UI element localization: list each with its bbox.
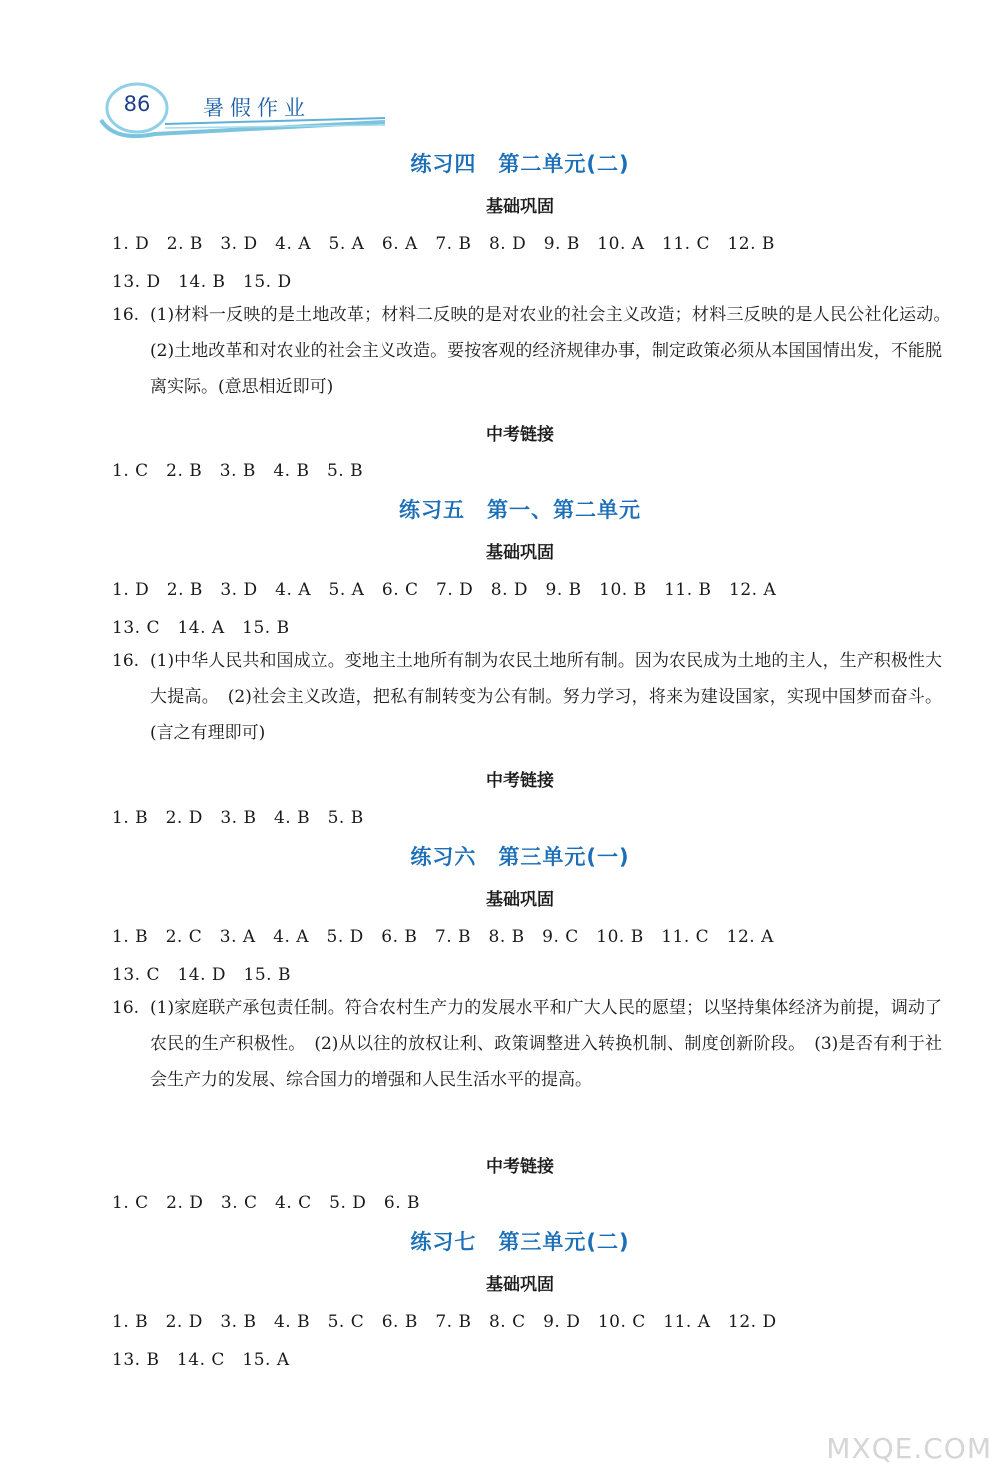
answer-line: 1. D 2. B 3. D 4. A 5. A 6. A 7. B 8. D 9. B 10. A 11. C 12. B	[112, 234, 775, 254]
link-heading: 中考链接	[486, 1157, 554, 1177]
question-number: 16.	[112, 651, 140, 671]
answer-line: 1. B 2. C 3. A 4. A 5. D 6. B 7. B 8. B 9. C 10. B 11. C 12. A	[112, 927, 774, 947]
page-number: 86	[123, 92, 151, 116]
book-title: 暑假作业	[203, 96, 311, 120]
question-16	[112, 643, 942, 751]
section-title: 练习六 第三单元(一)	[410, 845, 630, 869]
link-heading: 中考链接	[486, 425, 554, 445]
answer-line: 13. B 14. C 15. A	[112, 1350, 290, 1370]
link-heading: 中考链接	[486, 771, 554, 791]
basic-heading: 基础巩固	[486, 890, 554, 910]
question-number: 16.	[112, 305, 140, 325]
answer-line: 13. C 14. D 15. B	[112, 965, 291, 985]
answer-line: 1. B 2. D 3. B 4. B 5. B	[112, 808, 364, 828]
basic-heading: 基础巩固	[486, 1275, 554, 1295]
answer-line: 1. B 2. D 3. B 4. B 5. C 6. B 7. B 8. C 9. D 10. C 11. A 12. D	[112, 1312, 777, 1332]
watermark-text: MXQE.COM	[826, 1432, 992, 1465]
question-16	[112, 297, 959, 405]
answer-line: 13. C 14. A 15. B	[112, 618, 290, 638]
answer-line: 1. C 2. B 3. B 4. B 5. B	[112, 461, 364, 481]
section-title: 练习五 第一、第二单元	[399, 498, 641, 522]
section-title: 练习四 第二单元(二)	[410, 152, 630, 176]
question-number: 16.	[112, 998, 140, 1018]
basic-heading: 基础巩固	[486, 543, 554, 563]
question-answer-text: (1)材料一反映的是土地改革；材料二反映的是对农业的社会主义改造；材料三反映的是人民公社化运动。 (2)土地改革和对农业的社会主义改造。要按客观的经济规律办事，制定政策必须从本国国情出发，不能脱离实际。(意思相近即可)	[150, 305, 959, 397]
section-title: 练习七 第三单元(二)	[410, 1230, 630, 1254]
question-answer-text: (1)家庭联产承包责任制。符合农村生产力的发展水平和广大人民的愿望；以坚持集体经济为前提，调动了农民的生产积极性。 (2)从以往的放权让利、政策调整进入转换机制、制度创新阶段。 (3)是否有利于社会生产力的发展、综合国力的增强和人民生活水平的提高。	[150, 998, 942, 1090]
answer-line: 1. D 2. B 3. D 4. A 5. A 6. C 7. D 8. D 9. B 10. B 11. B 12. A	[112, 580, 777, 600]
question-answer-text: (1)中华人民共和国成立。变地主土地所有制为农民土地所有制。因为农民成为土地的主人，生产积极性大大提高。 (2)社会主义改造，把私有制转变为公有制。努力学习，将来为建设国家，实现中国梦而奋斗。(言之有理即可)	[150, 651, 942, 743]
basic-heading: 基础巩固	[486, 197, 554, 217]
watermark	[752, 1365, 992, 1465]
answer-line: 13. D 14. B 15. D	[112, 272, 292, 292]
answer-line: 1. C 2. D 3. C 4. C 5. D 6. B	[112, 1193, 421, 1213]
question-16	[112, 990, 942, 1098]
page-header	[95, 78, 395, 148]
